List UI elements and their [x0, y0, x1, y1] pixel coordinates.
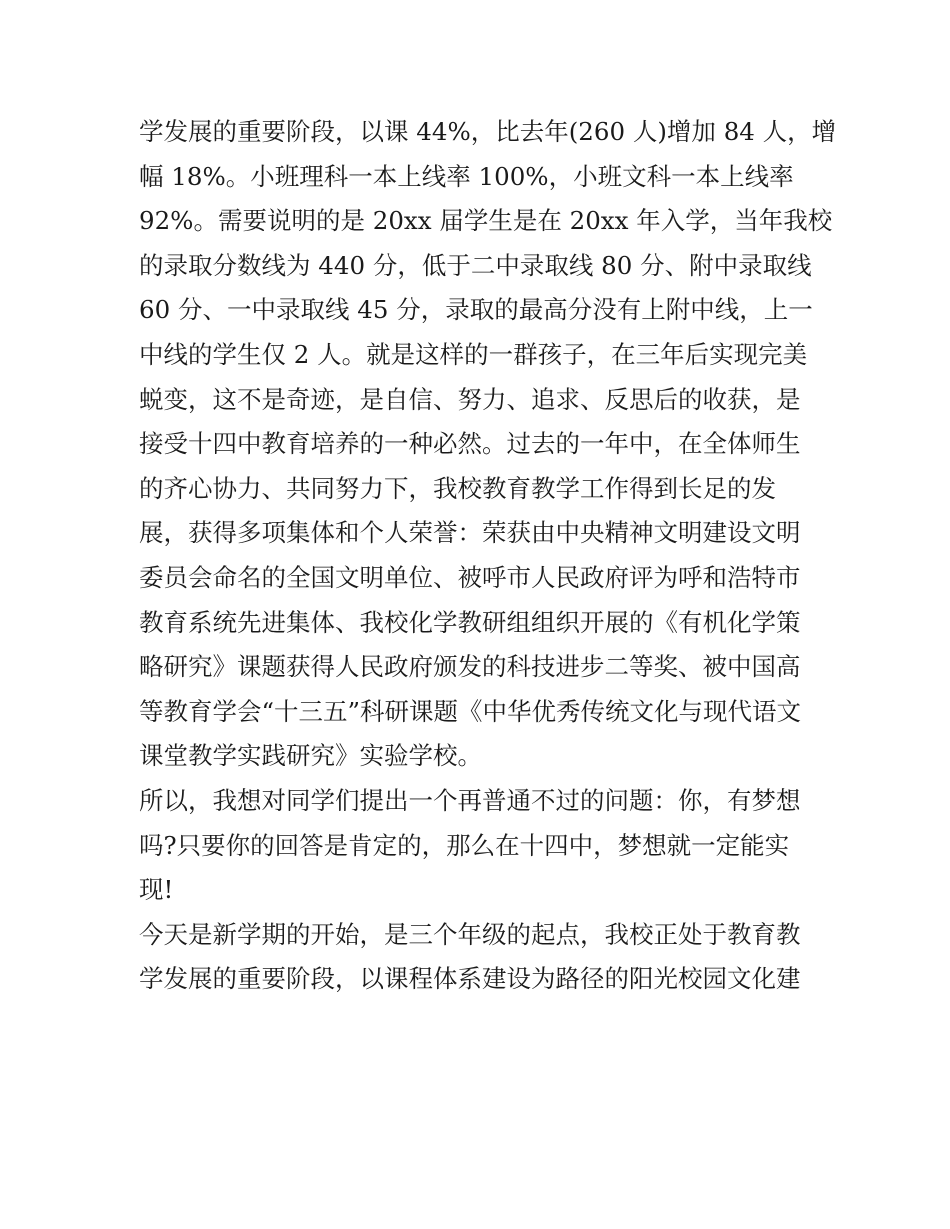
- text-line-6: 中线的学生仅 2 人。就是这样的一群孩子，在三年后实现完美: [139, 339, 808, 369]
- text-line-4: 的录取分数线为 440 分，低于二中录取线 80 分、附中录取线: [139, 250, 812, 280]
- text-line-20: 学发展的重要阶段，以课程体系建设为路径的阳光校园文化建: [139, 964, 801, 994]
- text-line-2: 幅 18%。小班理科一本上线率 100%，小班文科一本上线率: [139, 161, 794, 191]
- text-line-16: 所以，我想对同学们提出一个再普通不过的问题：你，有梦想: [139, 785, 801, 815]
- text-line-18: 现!: [139, 875, 174, 905]
- text-line-1: 学发展的重要阶段，以课 44%，比去年(260 人)增加 84 人，增: [139, 117, 837, 146]
- text-line-14: 等教育学会“十三五”科研课题《中华优秀传统文化与现代语文: [139, 696, 802, 726]
- text-line-17: 吗?只要你的回答是肯定的，那么在十四中，梦想就一定能实: [139, 830, 790, 860]
- text-line-10: 展，获得多项集体和个人荣誉：荣获由中央精神文明建设文明: [139, 518, 801, 548]
- text-line-8: 接受十四中教育培养的一种必然。过去的一年中，在全体师生: [139, 429, 801, 459]
- text-line-12: 教育系统先进集体、我校化学教研组组织开展的《有机化学策: [139, 607, 801, 637]
- text-line-11: 委员会命名的全国文明单位、被呼市人民政府评为呼和浩特市: [139, 562, 801, 592]
- document-body: [139, 110, 837, 1002]
- text-line-13: 略研究》课题获得人民政府颁发的科技进步二等奖、被中国高: [139, 652, 801, 682]
- text-line-15: 课堂教学实践研究》实验学校。: [139, 741, 482, 771]
- text-line-5: 60 分、一中录取线 45 分，录取的最高分没有上附中线，上一: [139, 295, 813, 325]
- text-line-9: 的齐心协力、共同努力下，我校教育教学工作得到长足的发: [139, 473, 776, 503]
- text-line-7: 蜕变，这不是奇迹，是自信、努力、追求、反思后的收获，是: [139, 384, 801, 414]
- text-line-19: 今天是新学期的开始，是三个年级的起点，我校正处于教育教: [139, 919, 801, 949]
- text-line-3: 92%。需要说明的是 20xx 届学生是在 20xx 年入学，当年我校: [139, 206, 833, 236]
